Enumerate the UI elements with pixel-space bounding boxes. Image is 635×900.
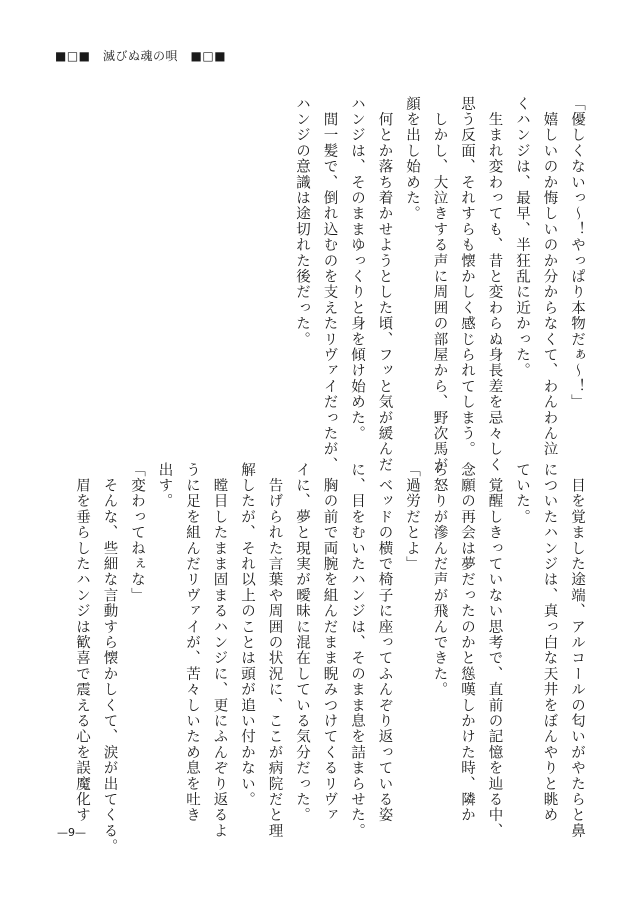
- text-line: 瞠目したまま固まるハンジに、更にふんぞり返るよ: [211, 462, 228, 839]
- bottom-text-block: [68, 462, 591, 855]
- text-line: 目を覚ました途端、アルコールの匂いがやたらと鼻: [569, 462, 585, 839]
- text-line: くハンジは、最早、半狂乱に近かった。: [514, 96, 530, 379]
- text-line: 嬉しいのか悔しいのか分からなくて、わんわん泣: [541, 96, 558, 458]
- text-line: 顔を出し始めた。: [404, 96, 420, 222]
- text-line: ハンジの意識は途切れた後だった。: [294, 96, 310, 348]
- text-line: 生まれ変わっても、昔と変わらぬ身長差を忌々しく: [486, 96, 503, 473]
- text-line: 解したが、それ以上のことは頭が追い付かない。: [239, 462, 255, 808]
- text-line: 間一髪で、倒れ込むのを支えたリヴァイだったが、: [321, 96, 338, 473]
- text-line: 覚醒しきっていない思考で、直前の記憶を辿る中、: [486, 462, 503, 839]
- text-line: 眉を垂らしたハンジは歓喜で震える心を誤魔化す: [74, 462, 90, 824]
- text-line: ら怒りが滲んだ声が飛んできた。: [431, 462, 448, 698]
- text-line: 思う反面、それすらも懐かしく感じられてしまう。: [459, 96, 475, 458]
- text-line: 何とか落ち着かせようとした頃、フッと気が緩んだ: [376, 96, 393, 473]
- text-line: うに足を組んだリヴァイが、苦々しいため息を吐き: [184, 462, 200, 824]
- top-text-block: [288, 96, 591, 473]
- text-line: ベッドの横で椅子に座ってふんぞり返っている姿: [376, 462, 393, 824]
- page-number: —9—: [57, 826, 86, 839]
- text-line: 「過労だとよ」: [404, 462, 420, 572]
- text-line: そんな、些細な言動すら懐かしくて、涙が出てくる。: [101, 462, 118, 855]
- running-header: ■□■ 滅びぬ魂の唄 ■□■: [55, 49, 227, 63]
- text-line: 告げられた言葉や周囲の状況に、ここが病院だと理: [266, 462, 283, 839]
- text-line: 「優しくないっ～！やっぱり本物だぁ～！」: [569, 96, 585, 410]
- text-line: ハンジは、そのままゆっくりと身を傾け始めた。: [349, 96, 365, 442]
- text-line: に、目をむいたハンジは、そのまま息を詰まらせた。: [349, 462, 365, 839]
- text-line: ていた。: [514, 462, 530, 525]
- text-line: イに、夢と現実が曖昧に混在している気分だった。: [294, 462, 310, 824]
- text-line: 出す。: [156, 462, 173, 510]
- text-line: 念願の再会は夢だったのかと慫嘆しかけた時、隣か: [459, 462, 475, 824]
- text-line: 胸の前で両腕を組んだまま睨みつけてくるリヴァ: [321, 462, 338, 824]
- text-line: についたハンジは、真っ白な天井をぼんやりと眺め: [541, 462, 558, 824]
- text-line: しかし、大泣きする声に周囲の部屋から、野次馬が: [431, 96, 448, 473]
- text-line: 「変わってねぇな」: [129, 462, 145, 604]
